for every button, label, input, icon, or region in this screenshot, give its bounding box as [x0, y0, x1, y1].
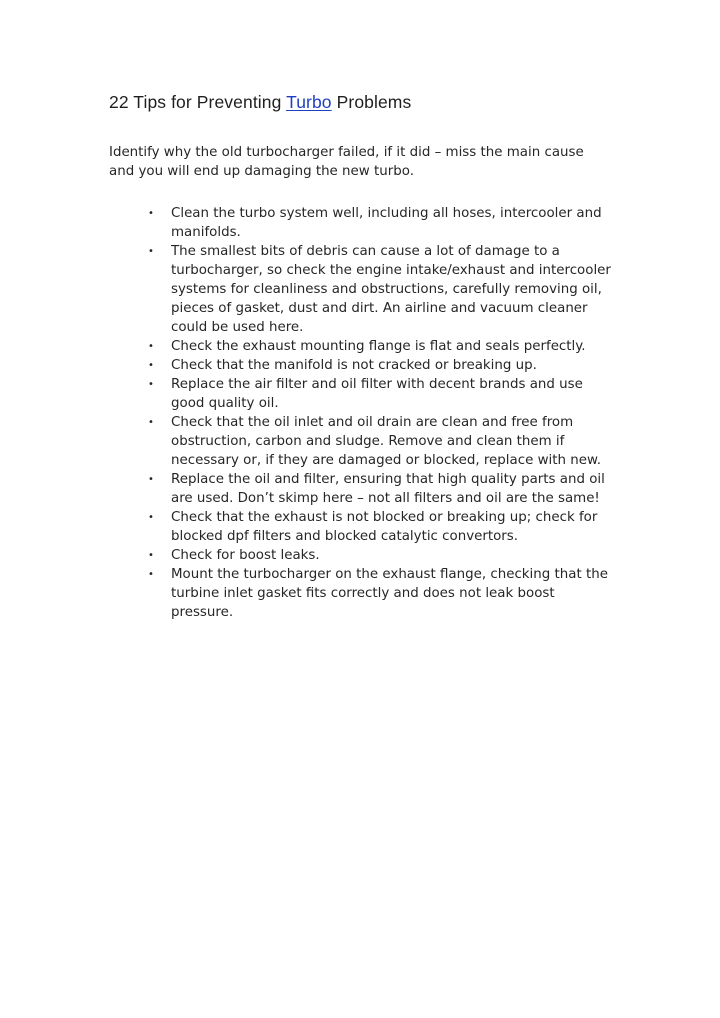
tip-list-item [148, 546, 616, 565]
bullet-icon: • [148, 474, 154, 485]
tip-list-item [148, 337, 616, 356]
tip-text: Check the exhaust mounting flange is flat and seals perfectly. [171, 339, 586, 354]
tip-list-item [148, 565, 616, 622]
bullet-icon: • [148, 360, 154, 371]
turbo-link[interactable]: Turbo [286, 92, 332, 112]
bullet-icon: • [148, 246, 154, 257]
tip-list-item [148, 470, 616, 508]
bullet-icon: • [148, 569, 154, 580]
tip-text: Mount the turbocharger on the exhaust flange, checking that the turbine inlet gasket fits correctly and does not leak boost pressure. [171, 567, 608, 620]
bullet-icon: • [148, 208, 154, 219]
tip-text: Check that the oil inlet and oil drain are clean and free from obstruction, carbon and sludge. Remove and clean them if necessary or, if they are damaged or blocked, replace with new. [171, 415, 601, 468]
tip-list-item [148, 375, 616, 413]
tip-text: Replace the oil and filter, ensuring that high quality parts and oil are used. Don’t skimp here – not all filters and oil are the same! [171, 472, 605, 506]
title-prefix: 22 Tips for Preventing [109, 92, 287, 112]
bullet-icon: • [148, 512, 154, 523]
tip-text: Check for boost leaks. [171, 548, 320, 563]
intro-paragraph: Identify why the old turbocharger failed, if it did – miss the main cause and you will end up damaging the new turbo. [109, 145, 584, 179]
tip-list-item [148, 508, 616, 546]
tip-list-item [148, 356, 616, 375]
tip-text: Check that the manifold is not cracked or breaking up. [171, 358, 537, 373]
tip-list-item [148, 242, 616, 337]
tip-text: The smallest bits of debris can cause a lot of damage to a turbocharger, so check the engine intake/exhaust and intercooler systems for cleanliness and obstructions, carefully removing oil, pieces of gasket, dust and dirt. An airline and vacuum cleaner could be used here. [171, 244, 611, 335]
title-suffix: Problems [331, 92, 412, 112]
tip-text: Clean the turbo system well, including all hoses, intercooler and manifolds. [171, 206, 602, 240]
bullet-icon: • [148, 379, 154, 390]
tips-list [148, 204, 616, 622]
document-title [109, 92, 411, 113]
tip-text: Check that the exhaust is not blocked or breaking up; check for blocked dpf filters and blocked catalytic convertors. [171, 510, 598, 544]
tip-list-item [148, 204, 616, 242]
tip-list-item [148, 413, 616, 470]
bullet-icon: • [148, 417, 154, 428]
tip-text: Replace the air filter and oil filter with decent brands and use good quality oil. [171, 377, 583, 411]
bullet-icon: • [148, 550, 154, 561]
bullet-icon: • [148, 341, 154, 352]
